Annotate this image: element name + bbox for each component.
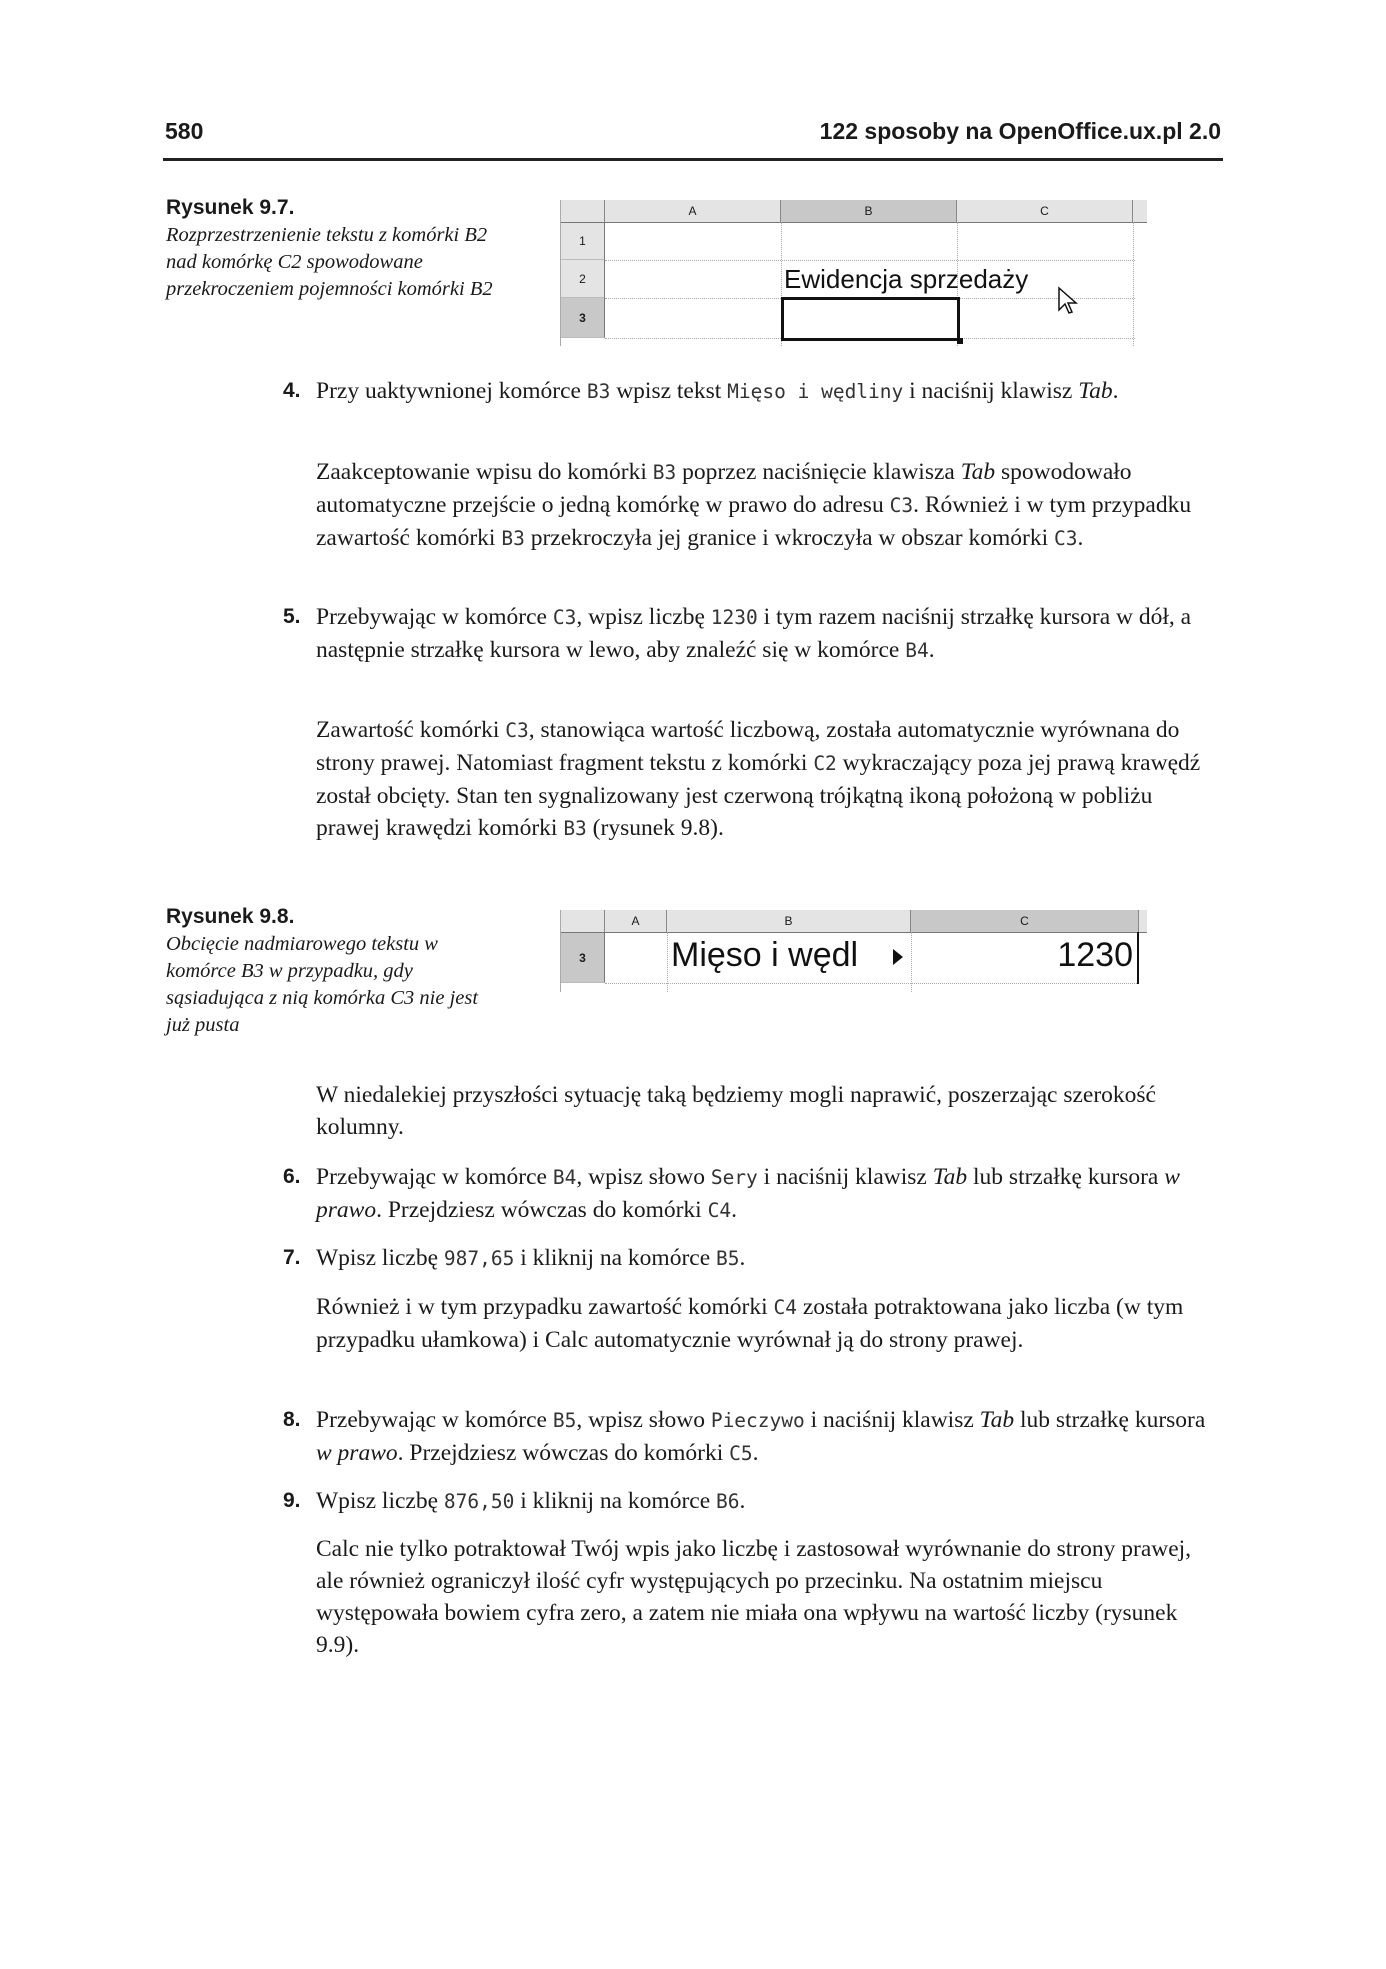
step-text: Wpisz liczbę 876,50 i kliknij na komórce B6. [316, 1488, 746, 1514]
cell-b3-text: Mięso i wędl [671, 936, 859, 974]
cell-c3-text: 1230 [1057, 936, 1133, 974]
figure-caption [166, 905, 496, 1039]
column-header: C [957, 200, 1133, 222]
mouse-pointer-icon [1057, 286, 1081, 316]
step-number: 4. [283, 379, 301, 402]
paragraph: Również i w tym przypadku zawartość komórki C4 została potraktowana jako liczba (w tym przypadku ułamkowa) i Calc automatycznie wyrównał ją do strony prawej. [316, 1294, 1184, 1353]
column-header: B [781, 200, 957, 222]
cell-border [1137, 932, 1139, 984]
step-number: 9. [283, 1489, 301, 1512]
figure-caption-text: Rozprzestrzenienie tekstu z komórki B2 nad komórkę C2 spowodowane przekroczeniem pojemności komórki B2 [166, 224, 493, 300]
spreadsheet-figure [560, 910, 1147, 992]
paragraph: Zawartość komórki C3, stanowiąca wartość liczbową, została automatycznie wyrównana do strony prawej. Natomiast fragment tekstu z komórki C2 wykraczający poza jej prawą krawędź został obcięty. Stan ten sygnalizowany jest czerwoną trójkątną ikoną położoną w pobliżu prawej krawędzi komórki B3 (rysunek 9.8). [316, 717, 1201, 841]
column-header: A [605, 200, 781, 222]
corner-cell [561, 200, 605, 222]
step-number: 6. [283, 1165, 301, 1188]
figure-label: Rysunek 9.8. [166, 905, 295, 928]
figure-caption [166, 196, 496, 303]
spreadsheet-figure [560, 200, 1147, 346]
gridline [605, 983, 1139, 984]
gridline [605, 260, 1135, 261]
paragraph: Zaakceptowanie wpisu do komórki B3 poprzez naciśnięcie klawisza Tab spowodowało automatyczne przejście o jedną komórkę w prawo do adresu C3. Również i w tym przypadku zawartość komórki B3 przekroczyła jej granice i wkroczyła w obszar komórki C3. [316, 459, 1192, 551]
gridline [911, 932, 912, 992]
step-number: 8. [283, 1408, 301, 1431]
paragraph: Calc nie tylko potraktował Twój wpis jako liczbę i zastosował wyrównanie do strony prawej, ale również ograniczył ilość cyfr występujących po przecinku. Na ostatnim miejscu występowała bowiem cyfra zero, a zatem nie miała ona wpływu na wartość liczby (rysunek 9.9). [316, 1536, 1192, 1658]
overflow-arrow-icon [891, 947, 905, 967]
step-text: Wpisz liczbę 987,65 i kliknij na komórce B5. [316, 1245, 746, 1271]
page-header [163, 118, 1223, 161]
column-header: A [605, 910, 667, 932]
row-header: 2 [561, 260, 605, 298]
fill-handle [957, 338, 963, 344]
step-text: Przy uaktywnionej komórce B3 wpisz tekst Mięso i wędliny i naciśnij klawisz Tab. [316, 378, 1119, 404]
gridline [1133, 222, 1134, 346]
step-number: 5. [283, 605, 301, 628]
cell-cursor [781, 297, 960, 341]
figure-label: Rysunek 9.7. [166, 196, 295, 219]
row-header: 3 [561, 298, 605, 338]
step-text: Przebywając w komórce B5, wpisz słowo Pieczywo i naciśnij klawisz Tab lub strzałkę kursora w prawo. Przejdziesz wówczas do komórki C5. [316, 1407, 1206, 1466]
step-text: Przebywając w komórce C3, wpisz liczbę 1230 i tym razem naciśnij strzałkę kursora w dół, a następnie strzałkę kursora w lewo, aby znaleźć się w komórce B4. [316, 604, 1192, 663]
gridline [667, 932, 668, 992]
step-text: Przebywając w komórce B4, wpisz słowo Sery i naciśnij klawisz Tab lub strzałkę kursora w prawo. Przejdziesz wówczas do komórki C4. [316, 1164, 1180, 1223]
paragraph: W niedalekiej przyszłości sytuację taką będziemy mogli naprawić, poszerzając szerokość kolumny. [316, 1082, 1156, 1140]
cell-b2-text: Ewidencja sprzedaży [784, 264, 1029, 294]
column-header: C [911, 910, 1139, 932]
book-title: 122 sposoby na OpenOffice.ux.pl 2.0 [819, 118, 1221, 144]
row-header: 3 [561, 933, 605, 983]
column-header: B [667, 910, 911, 932]
corner-cell [561, 910, 605, 932]
step-number: 7. [283, 1246, 301, 1269]
row-header: 1 [561, 223, 605, 260]
page-number: 580 [165, 118, 204, 144]
figure-caption-text: Obcięcie nadmiarowego tekstu w komórce B3 w przypadku, gdy sąsiadująca z nią komórka C3 nie jest już pusta [166, 933, 479, 1036]
